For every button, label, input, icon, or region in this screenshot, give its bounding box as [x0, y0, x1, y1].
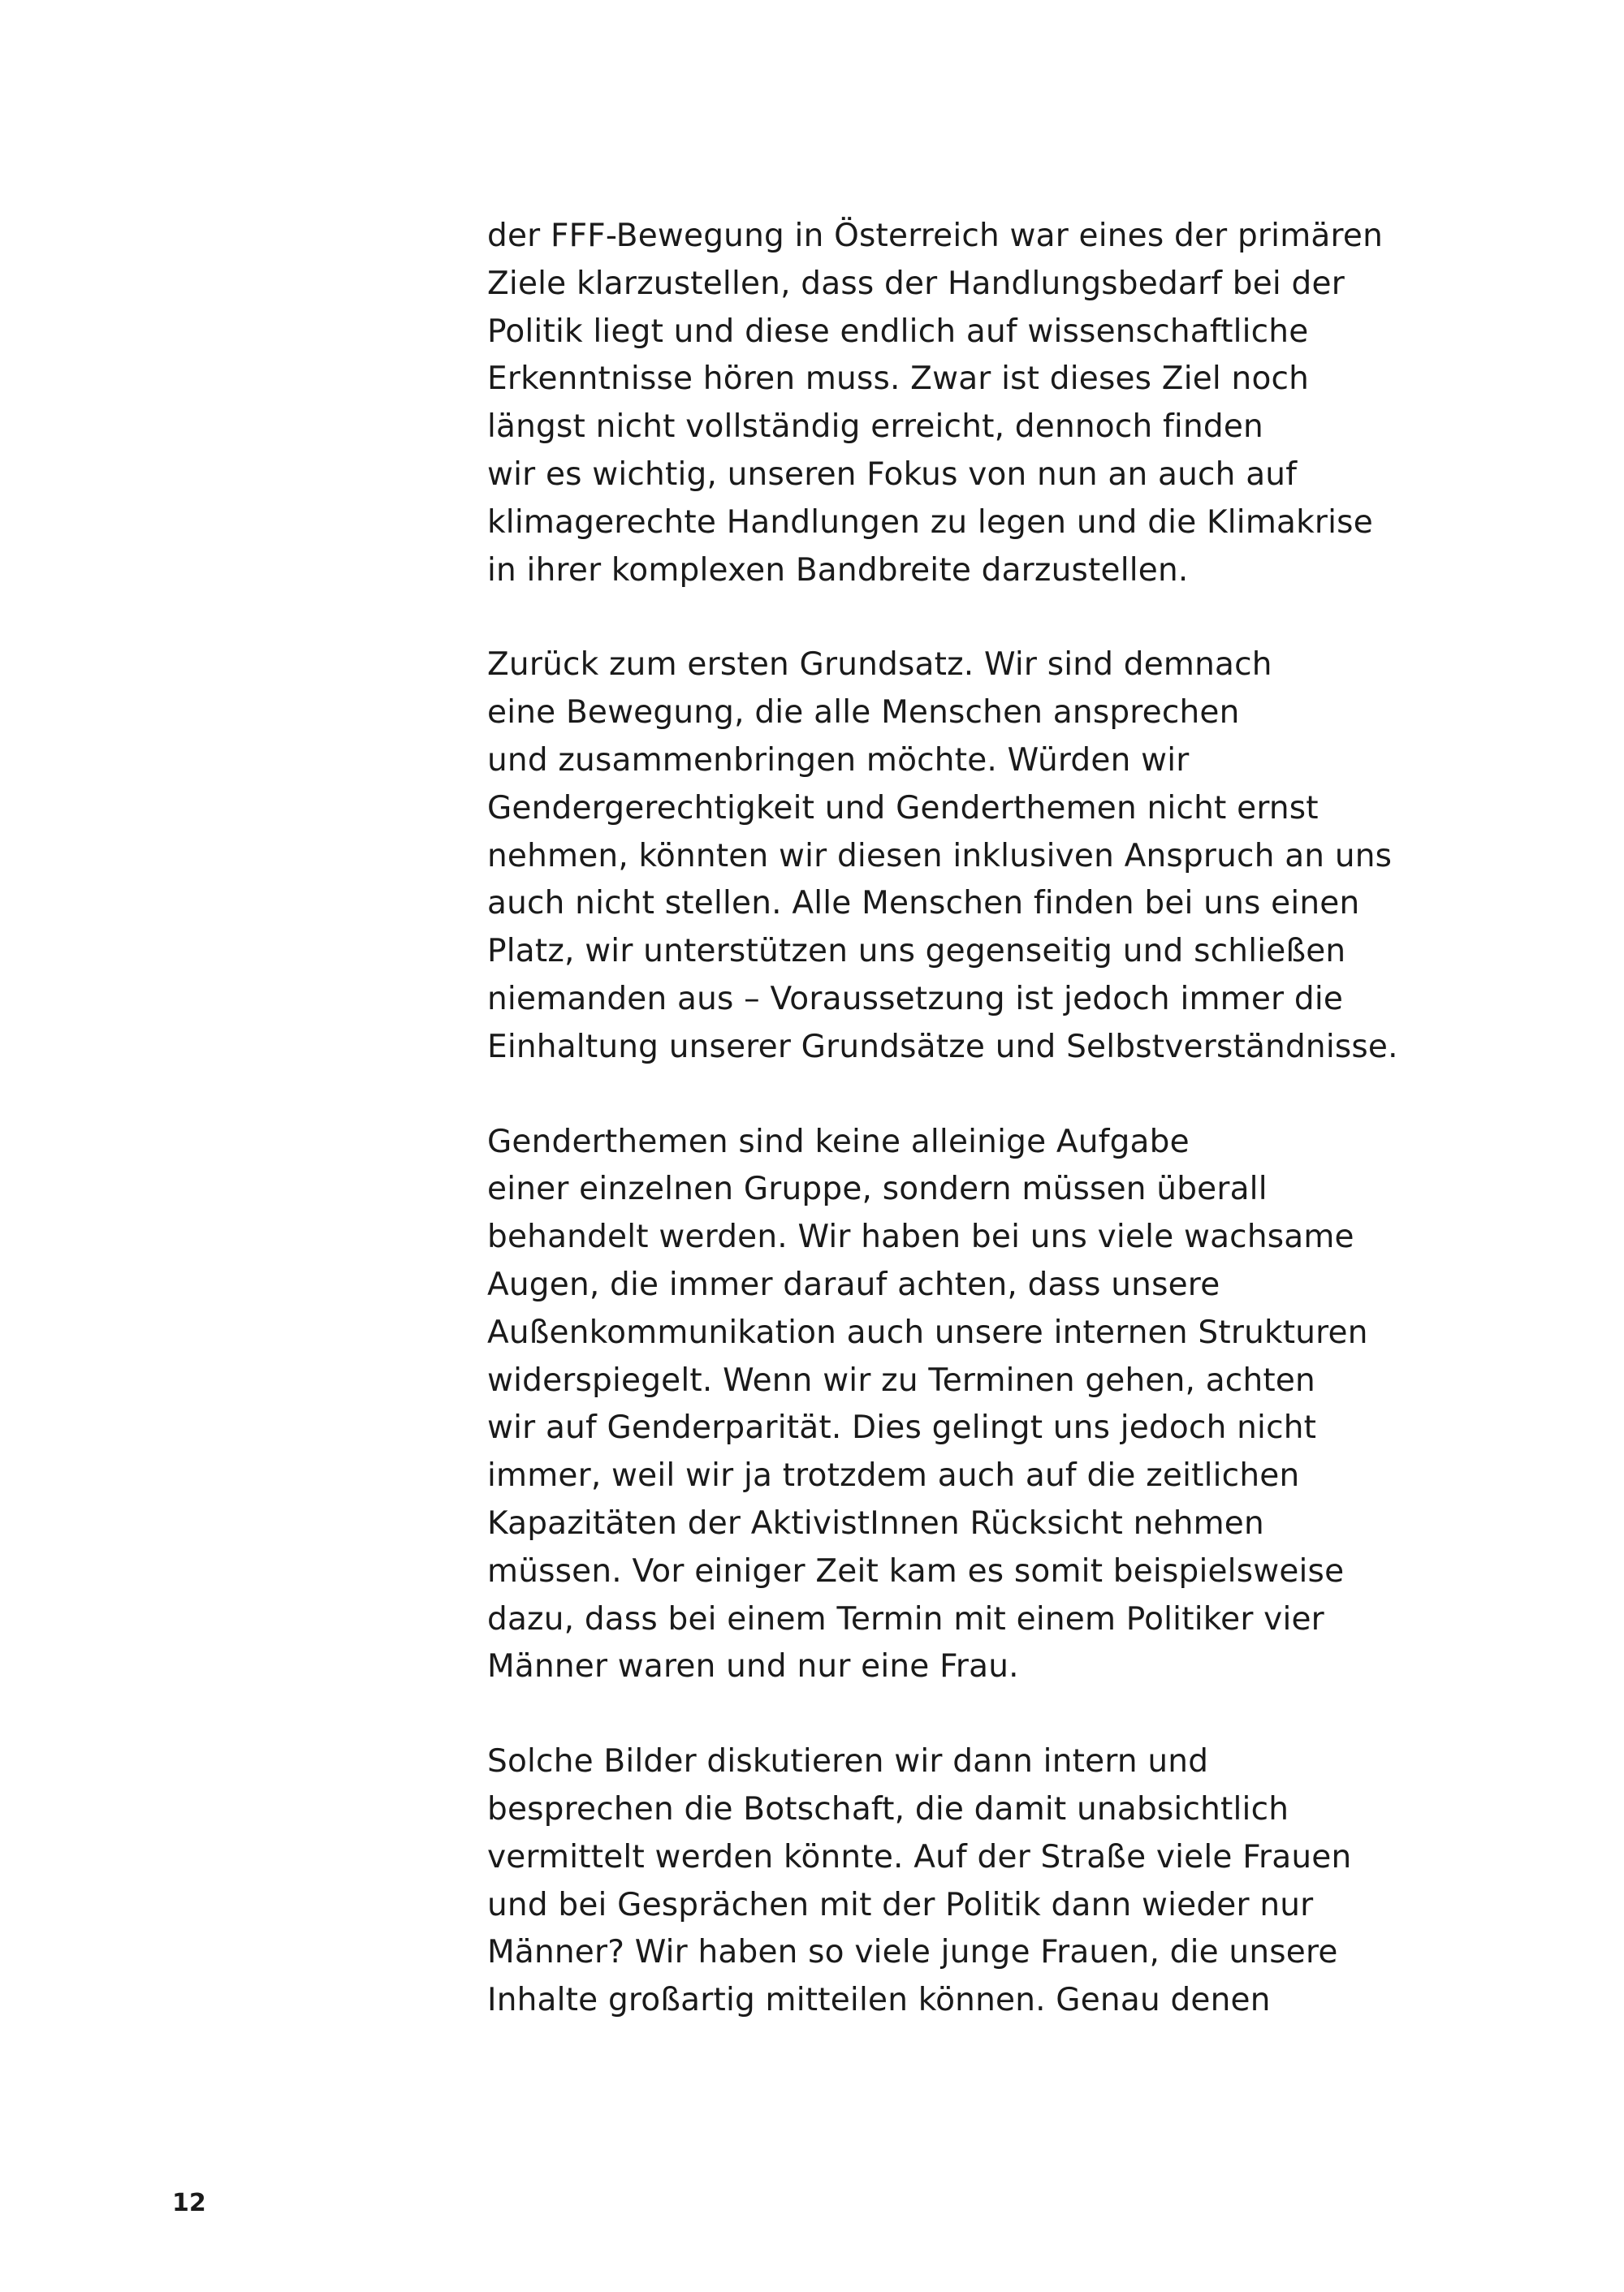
text-line: Erkenntnisse hören muss. Zwar ist dieses Ziel noch [487, 360, 1310, 398]
text-line: müssen. Vor einiger Zeit kam es somit beispielsweise [487, 1552, 1345, 1590]
text-line: Außenkommunikation auch unsere internen Strukturen [487, 1314, 1368, 1351]
text-line: klimagerechte Handlungen zu legen und die Klimakrise [487, 503, 1373, 541]
text-line: einer einzelnen Gruppe, sondern müssen überall [487, 1171, 1268, 1208]
text-line: vermittelt werden könnte. Auf der Straße viele Frauen [487, 1838, 1352, 1875]
body-text [487, 213, 1462, 2072]
text-line: Einhaltung unserer Grundsätze und Selbstverständnisse. [487, 1028, 1398, 1065]
text-line: behandelt werden. Wir haben bei uns viele wachsame [487, 1219, 1354, 1256]
text-line: Männer waren und nur eine Frau. [487, 1648, 1019, 1686]
text-line: längst nicht vollständig erreicht, dennoch finden [487, 408, 1263, 446]
text-line: Zurück zum ersten Grundsatz. Wir sind demnach [487, 646, 1272, 684]
text-line: nehmen, könnten wir diesen inklusiven Anspruch an uns [487, 837, 1393, 874]
paragraph [487, 641, 1462, 1071]
page-number: 12 [172, 2189, 206, 2217]
text-line: immer, weil wir ja trotzdem auch auf die zeitlichen [487, 1457, 1300, 1495]
text-line: der FFF-Bewegung in Österreich war eines der primären [487, 218, 1383, 254]
text-line: Kapazitäten der AktivistInnen Rücksicht nehmen [487, 1504, 1264, 1542]
paragraph [487, 1119, 1462, 1692]
text-line: niemanden aus – Voraussetzung ist jedoch immer die [487, 980, 1344, 1017]
paragraph [487, 1738, 1462, 2025]
text-line: auch nicht stellen. Alle Menschen finden bei uns einen [487, 885, 1360, 922]
text-line: Augen, die immer darauf achten, dass unsere [487, 1266, 1220, 1303]
text-line: in ihrer komplexen Bandbreite darzustellen. [487, 551, 1189, 589]
text-line: Solche Bilder diskutieren wir dann intern und [487, 1743, 1209, 1781]
text-line: Ziele klarzustellen, dass der Handlungsbedarf bei der [487, 265, 1345, 302]
paragraph [487, 213, 1462, 594]
text-line: und zusammenbringen möchte. Würden wir [487, 741, 1190, 779]
text-line: Gendergerechtigkeit und Genderthemen nicht ernst [487, 789, 1319, 827]
text-line: Genderthemen sind keine alleinige Aufgabe [487, 1123, 1190, 1160]
text-line: dazu, dass bei einem Termin mit einem Politiker vier [487, 1600, 1324, 1638]
text-line: wir auf Genderparität. Dies gelingt uns jedoch nicht [487, 1409, 1317, 1447]
text-line: Inhalte großartig mitteilen können. Genau denen [487, 1982, 1271, 2019]
text-line: widerspiegelt. Wenn wir zu Terminen gehen, achten [487, 1362, 1315, 1399]
text-line: eine Bewegung, die alle Menschen ansprechen [487, 694, 1240, 732]
text-line: wir es wichtig, unseren Fokus von nun an auch auf [487, 455, 1298, 493]
text-line: Platz, wir unterstützen uns gegenseitig und schließen [487, 933, 1346, 970]
text-line: Politik liegt und diese endlich auf wissenschaftliche [487, 313, 1309, 350]
text-line: und bei Gesprächen mit der Politik dann wieder nur [487, 1886, 1314, 1923]
text-line: besprechen die Botschaft, die damit unabsichtlich [487, 1790, 1289, 1828]
text-line: Männer? Wir haben so viele junge Frauen, die unsere [487, 1934, 1338, 1971]
